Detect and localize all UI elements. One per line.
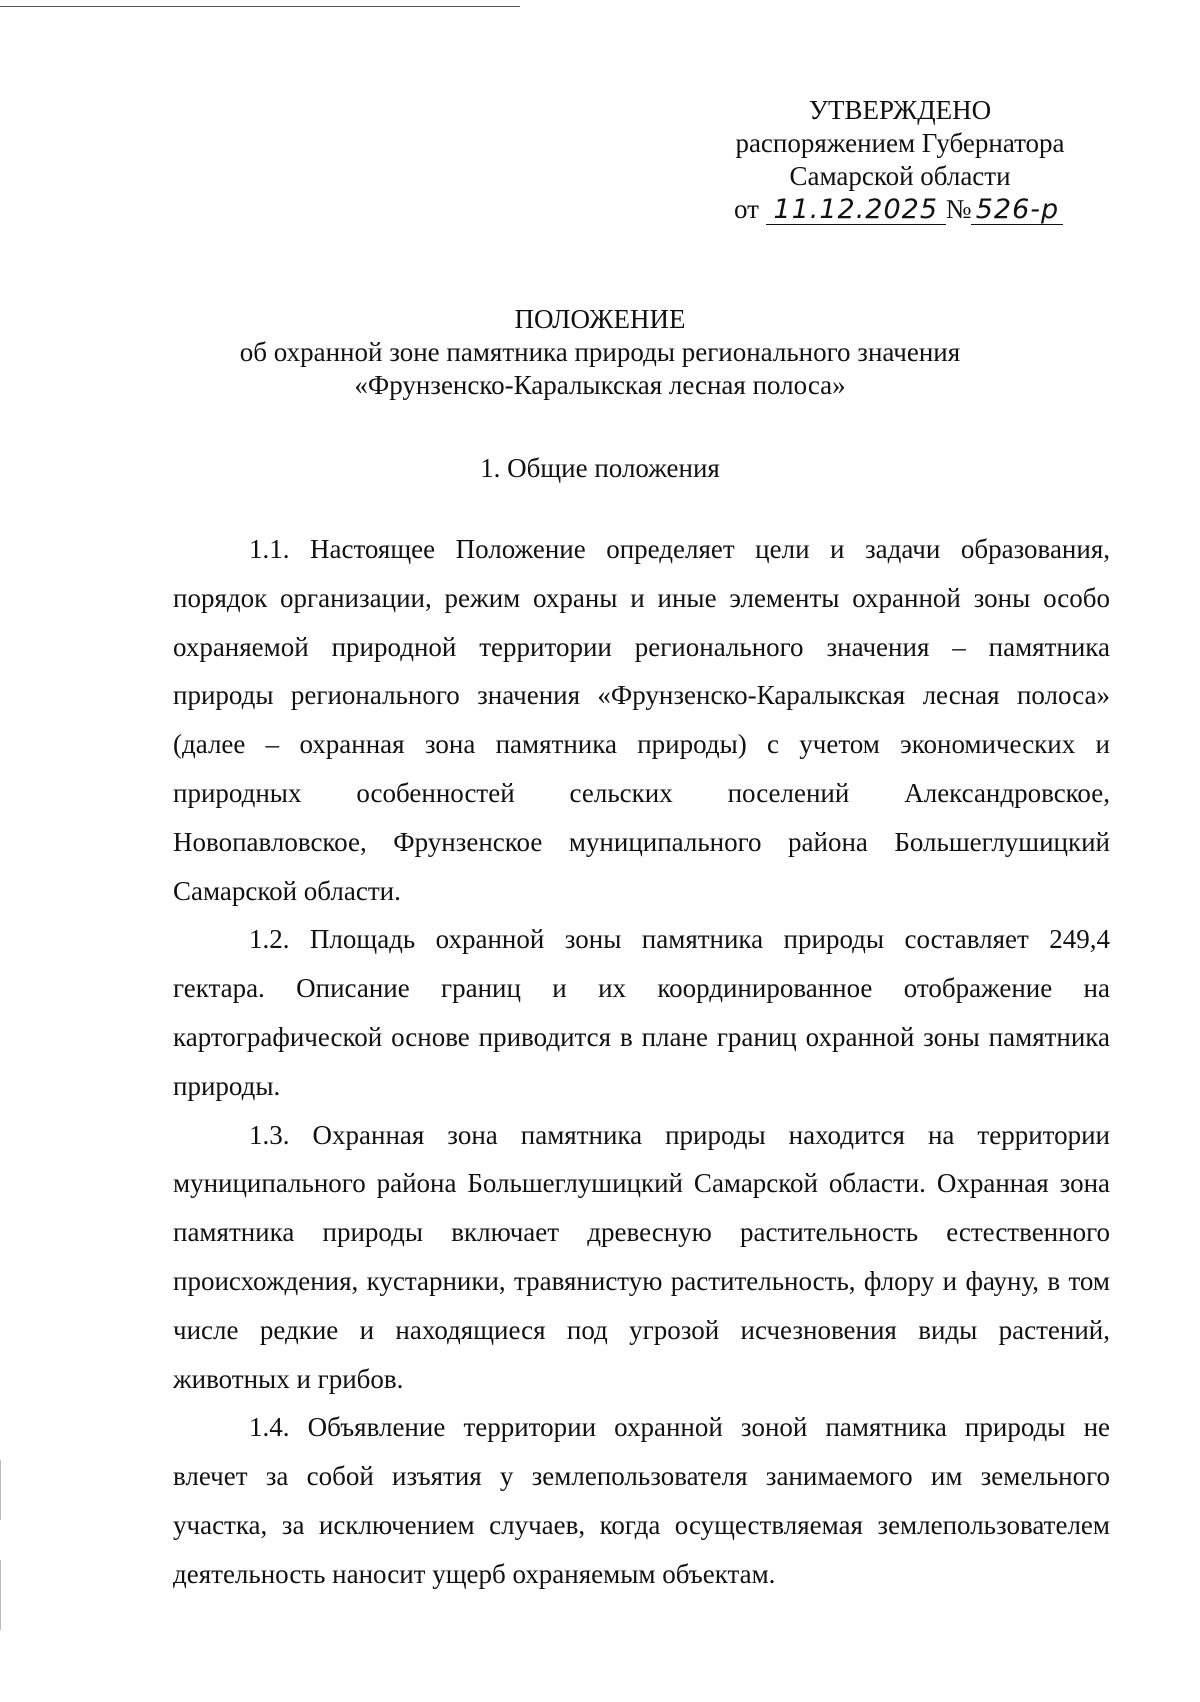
paragraph-1-4: 1.4. Объявление территории охранной зоной памятника природы не влечет за собой изъятия у землепользователя занимаемого им земельного участка, за исключением случаев, когда осуществляемая землепользователем деятельность наносит ущерб охраняемым объектам.	[173, 1412, 1110, 1589]
handwritten-date: 11.12.2025	[766, 196, 946, 225]
approval-date-line	[700, 193, 1100, 226]
paragraph-1-1: 1.1. Настоящее Положение определяет цели и задачи образования, порядок организации, режим охраны и иные элементы охранной зоны особо охраняемой природной территории регионального значения – памятника природы регионального значения «Фрунзенско-Каралыкская лесная полоса» (далее – охранная зона памятника природы) с учетом экономических и природных особенностей сельских поселений Александровское, Новопавловское, Фрунзенское муниципального района Большеглушицкий Самарской области.	[173, 534, 1110, 906]
approval-by-line-2: Самарской области	[789, 161, 1011, 191]
document-subtitle-line-1: об охранной зоне памятника природы регионального значения	[239, 337, 961, 367]
approval-stamp-block	[700, 94, 1100, 226]
scan-edge-mark	[0, 1560, 1, 1630]
paragraph-1-3: 1.3. Охранная зона памятника природы находится на территории муниципального района Большеглушицкий Самарской области. Охранная зона памятника природы включает древесную растительность естественного происхождения, кустарники, травянистую растительность, флору и фауну, в том числе редкие и находящиеся под угрозой исчезновения виды растений, животных и грибов.	[173, 1119, 1110, 1394]
scan-edge-mark	[0, 1460, 1, 1520]
document-title-block	[0, 303, 1200, 402]
document-title: ПОЛОЖЕНИЕ	[514, 304, 686, 334]
approval-by-line-1: распоряжением Губернатора	[735, 128, 1065, 158]
section-body	[173, 525, 1110, 1599]
scan-edge-line	[0, 6, 520, 7]
document-subtitle-line-2: «Фрунзенско-Каралыкская лесная полоса»	[354, 370, 846, 400]
number-prefix: №	[945, 194, 972, 224]
date-prefix: от	[734, 194, 759, 224]
approval-heading: УТВЕРЖДЕНО	[808, 95, 992, 125]
handwritten-number: 526-р	[971, 196, 1063, 225]
section-heading: 1. Общие положения	[480, 453, 720, 483]
paragraph-1-2: 1.2. Площадь охранной зоны памятника природы составляет 249,4 гектара. Описание границ и их координированное отображение на картографической основе приводится в плане границ охранной зоны памятника природы.	[173, 924, 1110, 1101]
